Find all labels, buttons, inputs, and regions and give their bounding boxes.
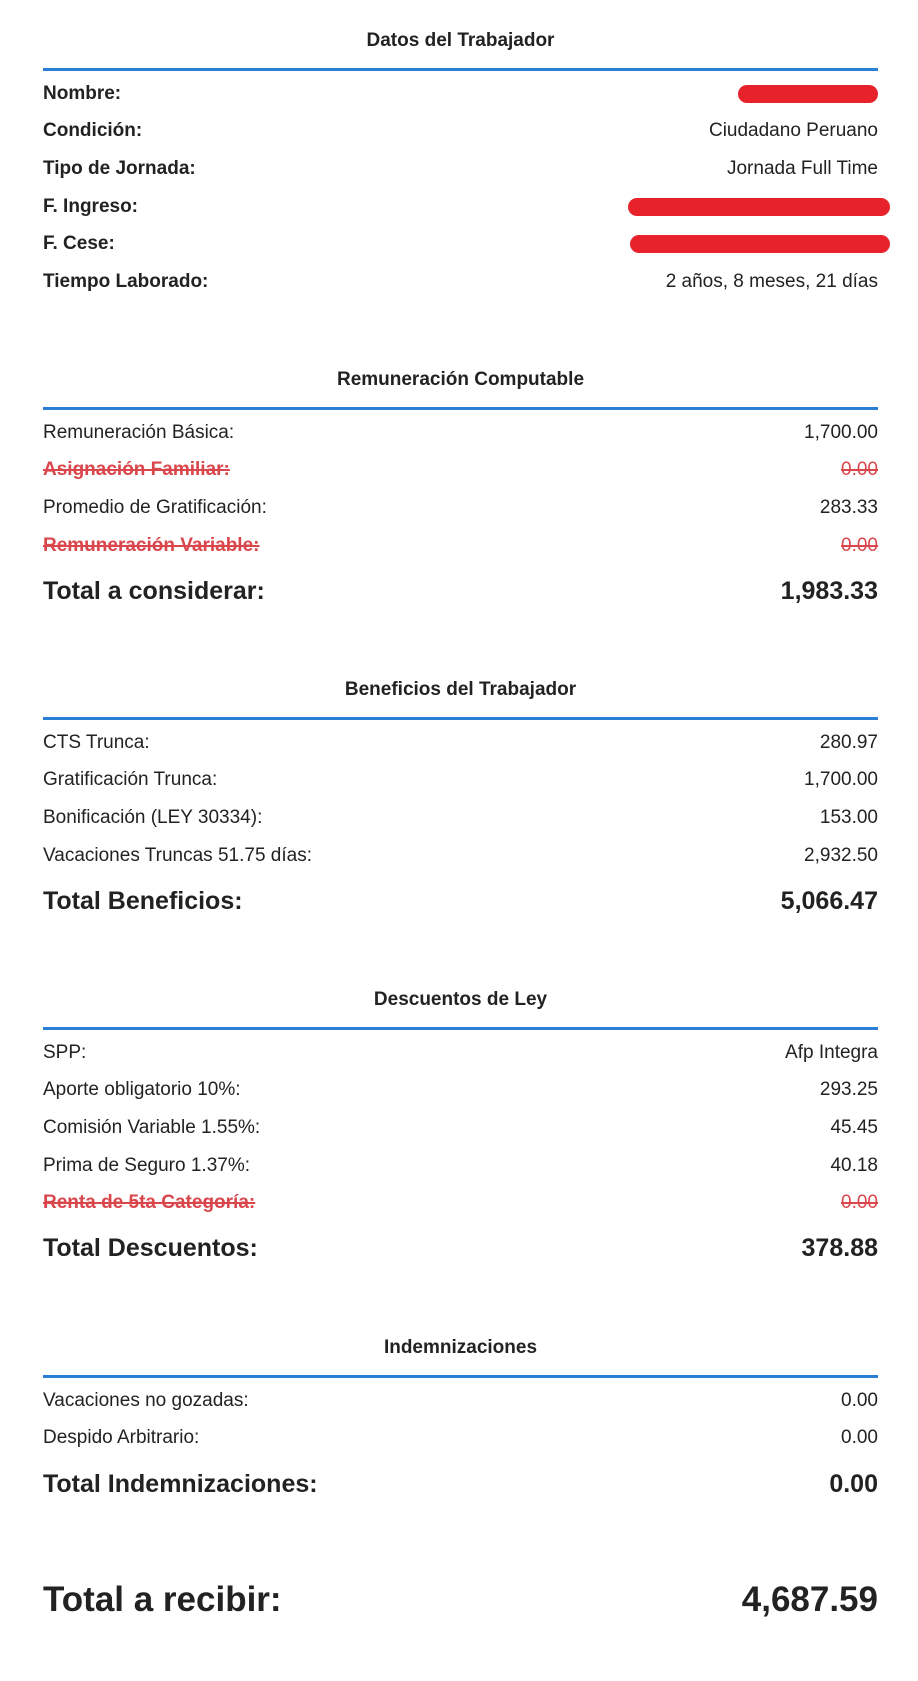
section-divider	[43, 68, 878, 71]
total-value: 0.00	[829, 1469, 878, 1498]
row-label: Prima de Seguro 1.37%:	[43, 1154, 251, 1176]
total-label: Total Beneficios:	[43, 886, 243, 915]
row-label: Vacaciones no gozadas:	[43, 1389, 249, 1411]
row-label: Despido Arbitrario:	[43, 1427, 200, 1449]
row-label: SPP:	[43, 1041, 87, 1063]
row-value: 283.33	[819, 496, 878, 518]
redaction-mark	[738, 85, 878, 103]
total-value: 5,066.47	[780, 886, 878, 915]
row-value: 1,700.00	[804, 769, 878, 791]
remuneration-row-basic	[43, 414, 878, 452]
indemnities-row-vacation	[43, 1382, 878, 1420]
section-title: Descuentos de Ley	[373, 989, 548, 1010]
deductions-row-mandatory	[43, 1072, 878, 1110]
remuneration-row-bonus-average	[43, 489, 878, 527]
row-value: 45.45	[830, 1116, 878, 1138]
row-label: Gratificación Trunca:	[43, 769, 218, 791]
section-divider	[43, 717, 878, 720]
row-label: Tiempo Laborado:	[43, 270, 209, 292]
remuneration-row-family-allowance	[43, 452, 878, 490]
remuneration-total	[43, 568, 878, 614]
row-value: 2,932.50	[804, 844, 878, 866]
worker-row-name	[43, 75, 878, 113]
row-value: 40.18	[830, 1154, 878, 1176]
indemnities-total	[43, 1461, 878, 1507]
redacted-name	[738, 83, 878, 105]
redacted-start-date	[628, 196, 878, 218]
row-value: 0.00	[841, 1389, 878, 1411]
row-label: F. Ingreso:	[43, 195, 139, 217]
deductions-section	[43, 986, 878, 1272]
row-value: 280.97	[819, 731, 878, 753]
remuneration-section	[43, 366, 878, 614]
indemnities-row-dismissal	[43, 1420, 878, 1458]
deductions-row-spp	[43, 1034, 878, 1072]
row-label: Renta de 5ta Categoría:	[43, 1192, 256, 1214]
benefits-row-gratification	[43, 762, 878, 800]
row-label: Bonificación (LEY 30334):	[43, 806, 263, 828]
benefits-total	[43, 878, 878, 924]
benefits-row-vacation	[43, 837, 878, 875]
grand-total-value: 4,687.59	[741, 1580, 878, 1619]
section-divider	[43, 1027, 878, 1030]
remuneration-row-variable	[43, 527, 878, 565]
benefits-section	[43, 676, 878, 924]
row-label: Vacaciones Truncas 51.75 días:	[43, 844, 312, 866]
row-label: Asignación Familiar:	[43, 459, 230, 481]
row-value: 0.00	[841, 1192, 878, 1214]
row-label: Nombre:	[43, 82, 122, 104]
indemnities-section	[43, 1334, 878, 1507]
total-label: Total a considerar:	[43, 576, 265, 605]
benefits-row-bonification	[43, 799, 878, 837]
worker-section	[43, 27, 878, 301]
deductions-row-income-tax	[43, 1184, 878, 1222]
row-value: 153.00	[819, 806, 878, 828]
row-value: 0.00	[841, 534, 878, 556]
row-label: Aporte obligatorio 10%:	[43, 1079, 241, 1101]
total-label: Total Descuentos:	[43, 1234, 258, 1263]
worker-row-end-date	[43, 225, 878, 263]
total-value: 378.88	[801, 1234, 878, 1263]
row-value: Jornada Full Time	[726, 157, 878, 179]
section-title: Datos del Trabajador	[366, 30, 555, 51]
row-label: Remuneración Variable:	[43, 534, 260, 556]
row-label: Tipo de Jornada:	[43, 157, 196, 179]
deductions-total	[43, 1226, 878, 1272]
benefits-row-cts	[43, 724, 878, 762]
deductions-row-commission	[43, 1109, 878, 1147]
redacted-end-date	[630, 233, 878, 255]
redaction-mark	[628, 198, 890, 216]
row-value: 0.00	[841, 459, 878, 481]
row-label: Condición:	[43, 120, 143, 142]
row-label: Promedio de Gratificación:	[43, 496, 267, 518]
row-label: F. Cese:	[43, 233, 115, 255]
section-divider	[43, 1375, 878, 1378]
row-value: 293.25	[819, 1079, 878, 1101]
row-label: Comisión Variable 1.55%:	[43, 1116, 261, 1138]
grand-total	[43, 1575, 878, 1625]
section-divider	[43, 407, 878, 410]
row-label: CTS Trunca:	[43, 731, 150, 753]
row-value: 0.00	[841, 1427, 878, 1449]
deductions-row-insurance	[43, 1147, 878, 1185]
total-label: Total Indemnizaciones:	[43, 1469, 318, 1498]
worker-row-condition	[43, 113, 878, 151]
row-label: Remuneración Básica:	[43, 421, 235, 443]
worker-row-schedule	[43, 150, 878, 188]
row-value: Ciudadano Peruano	[708, 120, 878, 142]
row-value: 2 años, 8 meses, 21 días	[665, 270, 878, 292]
redaction-mark	[630, 235, 890, 253]
grand-total-label: Total a recibir:	[43, 1580, 282, 1619]
section-title: Indemnizaciones	[383, 1337, 538, 1358]
total-value: 1,983.33	[780, 576, 878, 605]
worker-row-tenure	[43, 263, 878, 301]
section-title: Remuneración Computable	[336, 369, 585, 390]
section-title: Beneficios del Trabajador	[344, 679, 577, 700]
worker-row-start-date	[43, 188, 878, 226]
row-value: Afp Integra	[785, 1041, 878, 1063]
row-value: 1,700.00	[804, 421, 878, 443]
